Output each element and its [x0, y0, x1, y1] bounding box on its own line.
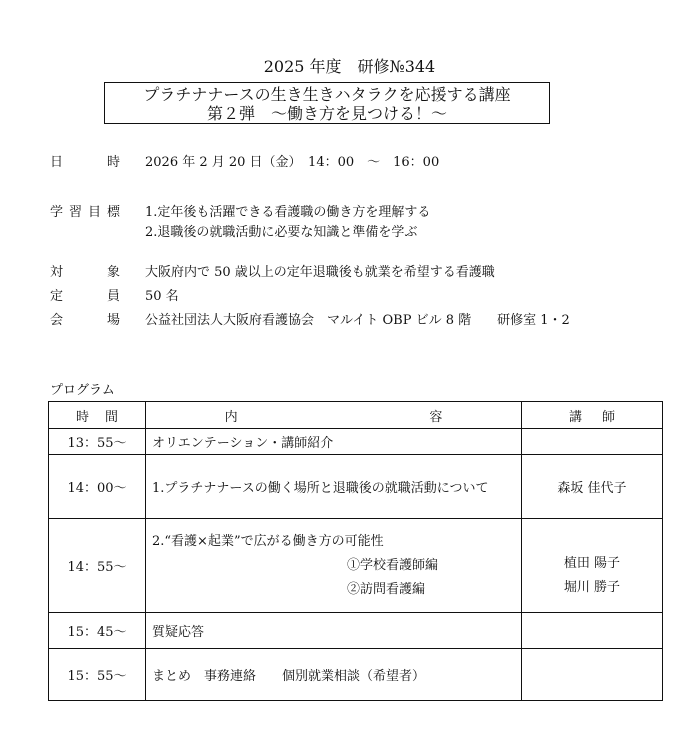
row-instructor-1: 植田 陽子: [563, 555, 621, 571]
row-instructor: [522, 649, 663, 701]
program-table: [48, 401, 663, 701]
goal-item-2: 2.退職後の就職活動に必要な知識と準備を学ぶ: [145, 225, 418, 240]
course-title-box: [104, 82, 550, 124]
target-label: 対 象: [50, 265, 120, 280]
row-instructor: 森坂 佳代子: [522, 455, 663, 519]
datetime-value: 2026 年 2 月 20 日（金） 14：00 〜 16：00: [145, 155, 440, 170]
header-time: 時 間: [49, 402, 146, 429]
row-time: 15：45〜: [49, 613, 146, 649]
venue-label: 会 場: [50, 313, 120, 328]
row-content: 1.プラチナナースの働く場所と退職後の就職活動について: [146, 455, 522, 519]
target-value: 大阪府内で 50 歳以上の定年退職後も就業を希望する看護職: [145, 265, 495, 280]
row-instructor-2: 堀川 勝子: [563, 579, 621, 595]
goal-item-1: 1.定年後も活躍できる看護職の働き方を理解する: [145, 205, 431, 220]
course-year-number: 2025 年度 研修№344: [263, 57, 436, 76]
row-content-main: 2.“看護×起業”で広がる働き方の可能性: [152, 533, 384, 549]
table-row: [49, 429, 663, 455]
row-time: 14：00〜: [49, 455, 146, 519]
row-instructor: [522, 519, 663, 613]
row-content: [146, 519, 522, 613]
table-row: [49, 649, 663, 701]
course-title-line2: 第２弾 〜働き方を見つける！〜: [206, 104, 447, 123]
header-content: 内 容: [146, 402, 522, 429]
row-content-sub1: ①学校看護師編: [347, 557, 439, 573]
header-instructor: 講 師: [522, 402, 663, 429]
venue-value: 公益社団法人大阪府看護協会 マルイト OBP ビル 8 階 研修室 1・2: [145, 313, 570, 328]
row-content-sub2: ②訪問看護編: [347, 581, 426, 597]
row-time: 13：55〜: [49, 429, 146, 455]
course-title-line1: プラチナナースの生き生きハタラクを応援する講座: [143, 85, 511, 104]
row-instructor: [522, 613, 663, 649]
row-time: 14：55〜: [49, 519, 146, 613]
table-row: [49, 455, 663, 519]
row-time: 15：55〜: [49, 649, 146, 701]
row-content: オリエンテーション・講師紹介: [146, 429, 522, 455]
table-row: [49, 613, 663, 649]
row-instructor: [522, 429, 663, 455]
capacity-label: 定 員: [50, 289, 120, 304]
datetime-label: 日 時: [50, 155, 120, 170]
table-header-row: [49, 402, 663, 429]
row-content: まとめ 事務連絡 個別就業相談（希望者）: [146, 649, 522, 701]
table-row: [49, 519, 663, 613]
row-content: 質疑応答: [146, 613, 522, 649]
capacity-value: 50 名: [145, 289, 179, 304]
goals-label: 学 習 目 標: [50, 205, 120, 220]
program-label: プログラム: [50, 383, 115, 398]
